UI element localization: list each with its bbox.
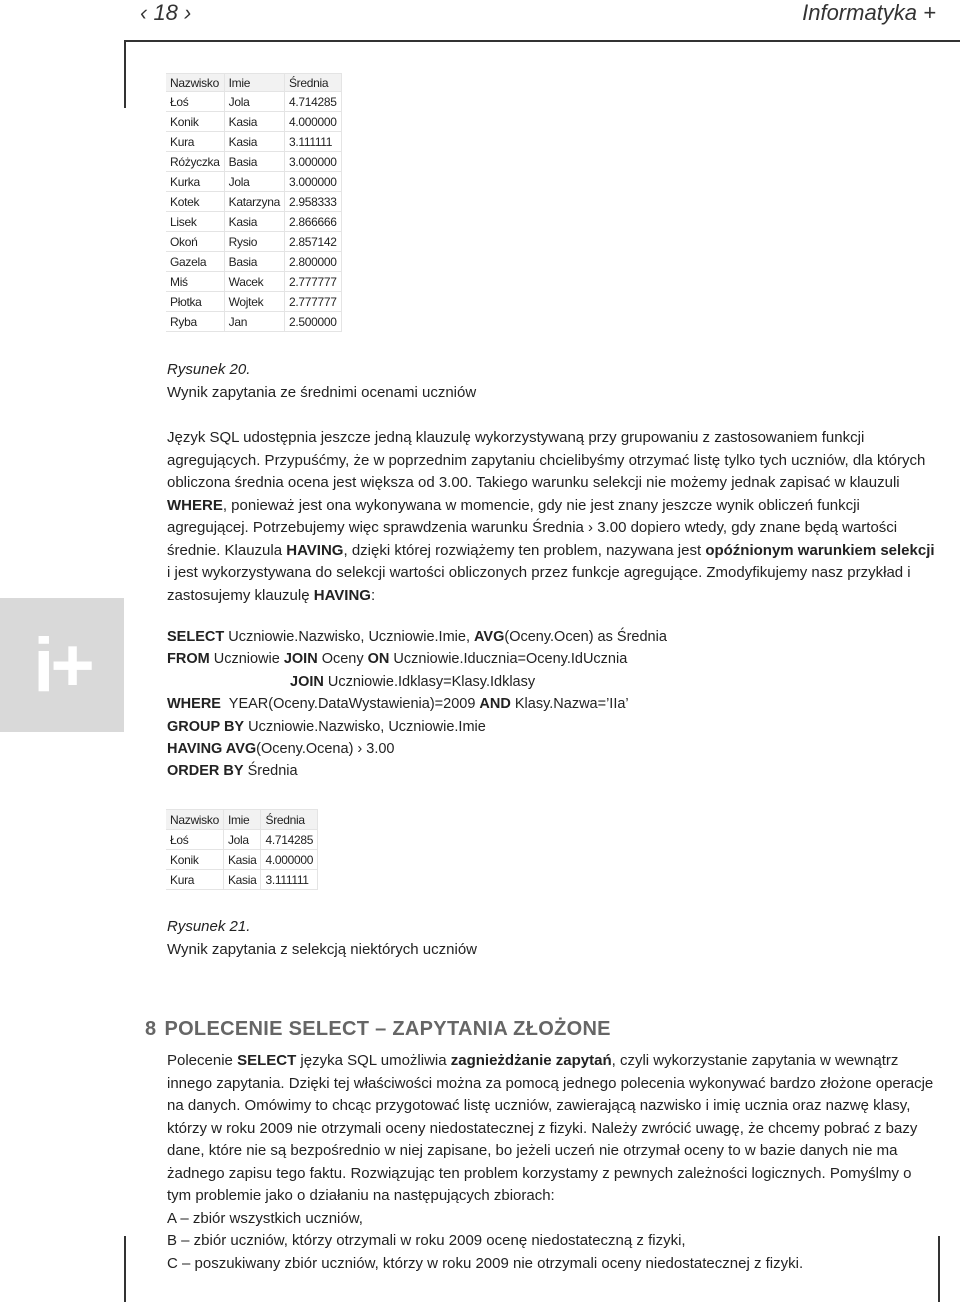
sql-line: ORDER BY Średnia bbox=[167, 763, 298, 780]
text-run: : bbox=[370, 586, 376, 604]
table-cell: Kasia bbox=[223, 870, 261, 890]
table-cell: Wojtek bbox=[224, 292, 284, 312]
table-cell: Kasia bbox=[224, 212, 284, 232]
result-grid-1 bbox=[166, 73, 342, 332]
table-cell: Jola bbox=[223, 830, 261, 850]
text-run: języka SQL umożliwia bbox=[296, 1052, 451, 1069]
table-cell: 4.714285 bbox=[261, 830, 318, 850]
table-row bbox=[166, 152, 341, 172]
keyword: HAVING bbox=[313, 586, 371, 604]
table-cell: 2.857142 bbox=[284, 232, 341, 252]
table-cell: 2.958333 bbox=[284, 192, 341, 212]
text-run: , czyli wykorzystanie zapytania w wewnątrz innego zapytania. Dzięki tej właściwości można za pomocą jednego polecenia wykonywać bardzo złożone operacje na danych. Omówimy to chcąc przygotować listę uczniów, zawierającą nazwisko i imię ucznia oraz nazwę klasy, którzy w roku 2009 nie otrzymali oceny niedostatecznej z fizyki. Należy zwrócić uwagę, że chcemy pobrać z bazy dane, które nie są bezpośrednio w niej zapisane, bo jeżeli uczeń nie otrzymał oceny to w bazie danych nie ma żadnego zapisu tego faktu. Rozwiązując ten problem korzystamy z pewnych zależności logicznych. Pomyślmy o tym problemie jako o działaniu na następujących zbiorach: bbox=[167, 1052, 934, 1204]
table-cell: 2.777777 bbox=[284, 292, 341, 312]
caption-text: Wynik zapytania z selekcją niektórych uczniów bbox=[167, 941, 477, 958]
section-name: Informatyka + bbox=[802, 0, 936, 25]
frame-line-left-bottom bbox=[124, 1236, 126, 1302]
caption-text: Wynik zapytania ze średnimi ocenami uczniów bbox=[167, 384, 477, 401]
caption-number: Rysunek 21. bbox=[167, 918, 251, 935]
paragraph-subqueries bbox=[167, 1050, 937, 1275]
text-run: , dzięki której rozwiążemy ten problem, nazywana jest bbox=[343, 541, 706, 559]
table-cell: 2.800000 bbox=[284, 252, 341, 272]
text-run: Polecenie bbox=[167, 1052, 238, 1069]
table-cell: Kura bbox=[166, 870, 223, 890]
figure-caption-21 bbox=[167, 915, 477, 961]
table-cell: Basia bbox=[224, 252, 284, 272]
table-cell: Jan bbox=[224, 312, 284, 332]
column-header: Imie bbox=[224, 74, 284, 92]
table-cell: Lisek bbox=[166, 212, 224, 232]
table-cell: Kurka bbox=[166, 172, 224, 192]
table-cell: Rysio bbox=[224, 232, 284, 252]
table-cell: Łoś bbox=[166, 830, 223, 850]
frame-line-left-top bbox=[124, 40, 126, 108]
table-cell: Konik bbox=[166, 850, 223, 870]
table-row bbox=[166, 272, 341, 292]
frame-line-right-bottom bbox=[938, 1236, 940, 1302]
sql-line: WHERE YEAR(Oceny.DataWystawienia)=2009 AND Klasy.Nazwa=’IIa’ bbox=[167, 696, 629, 713]
table-cell: 4.714285 bbox=[284, 92, 341, 112]
table-row bbox=[166, 830, 318, 850]
term-highlight: opóźnionym warunkiem selekcji bbox=[705, 541, 935, 559]
page-number: ‹ 18 › bbox=[140, 0, 192, 25]
table-cell: 3.111111 bbox=[284, 132, 341, 152]
figure-caption-20 bbox=[167, 358, 476, 404]
table-row bbox=[166, 312, 341, 332]
list-item: A – zbiór wszystkich uczniów, bbox=[167, 1209, 363, 1227]
table-row bbox=[166, 252, 341, 272]
table-row bbox=[166, 212, 341, 232]
section-title: POLECENIE SELECT – ZAPYTANIA ZŁOŻONE bbox=[164, 1018, 611, 1040]
table-cell: Różyczka bbox=[166, 152, 224, 172]
table-cell: 2.500000 bbox=[284, 312, 341, 332]
table-row bbox=[166, 192, 341, 212]
sql-line: HAVING AVG(Oceny.Ocena) › 3.00 bbox=[167, 741, 395, 758]
side-tab-label: i+ bbox=[33, 622, 91, 708]
table-cell: Okoń bbox=[166, 232, 224, 252]
column-header: Imie bbox=[223, 810, 261, 830]
table-cell: Łoś bbox=[166, 92, 224, 112]
table-row bbox=[166, 132, 341, 152]
table-cell: 3.000000 bbox=[284, 152, 341, 172]
table-cell: Gazela bbox=[166, 252, 224, 272]
table-row bbox=[166, 870, 318, 890]
table-cell: Płotka bbox=[166, 292, 224, 312]
table-cell: 4.000000 bbox=[284, 112, 341, 132]
grid-header-row bbox=[166, 74, 341, 92]
table-cell: 4.000000 bbox=[261, 850, 318, 870]
keyword: HAVING bbox=[286, 541, 344, 559]
keyword: WHERE bbox=[167, 496, 223, 514]
table-cell: Wacek bbox=[224, 272, 284, 292]
text-run: , ponieważ jest ona wykonywana w momencie, gdy nie jest znany jeszcze wynik obliczeń funkcji agregującej. Potrzebujemy więc sprawdzenia warunku Średnia › 3.00 dopiero wtedy, gdy znane będą wartości średnie. Klauzula bbox=[167, 496, 898, 559]
table-cell: Jola bbox=[224, 172, 284, 192]
sql-line: GROUP BY Uczniowie.Nazwisko, Uczniowie.Imie bbox=[167, 718, 486, 735]
table-row bbox=[166, 292, 341, 312]
table-cell: 2.777777 bbox=[284, 272, 341, 292]
table-cell: Kura bbox=[166, 132, 224, 152]
result-grid-2 bbox=[166, 809, 318, 890]
table-cell: Kasia bbox=[224, 132, 284, 152]
table-row bbox=[166, 112, 341, 132]
sql-line: FROM Uczniowie JOIN Oceny ON Uczniowie.Iducznia=Oceny.IdUcznia bbox=[167, 651, 628, 668]
grid-header-row bbox=[166, 810, 318, 830]
table-cell: Kasia bbox=[223, 850, 261, 870]
table-row bbox=[166, 850, 318, 870]
keyword: SELECT bbox=[237, 1052, 297, 1069]
list-item: B – zbiór uczniów, którzy otrzymali w roku 2009 ocenę niedostateczną z fizyki, bbox=[167, 1232, 686, 1249]
table-cell: 3.000000 bbox=[284, 172, 341, 192]
table-row bbox=[166, 92, 341, 112]
list-item: C – poszukiwany zbiór uczniów, którzy w roku 2009 nie otrzymali oceny niedostatecznej z fizyki. bbox=[167, 1254, 804, 1272]
table-cell: Kasia bbox=[224, 112, 284, 132]
table-cell: Miś bbox=[166, 272, 224, 292]
column-header: Nazwisko bbox=[166, 74, 224, 92]
table-cell: Basia bbox=[224, 152, 284, 172]
sql-code-block bbox=[167, 626, 667, 783]
section-number: 8 bbox=[145, 1018, 157, 1040]
column-header: Nazwisko bbox=[166, 810, 223, 830]
table-cell: Ryba bbox=[166, 312, 224, 332]
text-run: Język SQL udostępnia jeszcze jedną klauzulę wykorzystywaną przy grupowaniu z zastosowaniem funkcji agregujących. Przypuśćmy, że w poprzednim zapytaniu chcielibyśmy otrzymać listę tylko tych uczniów, dla których obliczona średnia ocena jest większa od 3.00. Takiego warunku selekcji nie możemy jednak zapisać w klauzuli bbox=[167, 429, 926, 491]
frame-line-top bbox=[124, 40, 960, 42]
term-highlight: zagnieżdżanie zapytań bbox=[450, 1052, 612, 1069]
column-header: Średnia bbox=[284, 74, 341, 92]
sql-line: SELECT Uczniowie.Nazwisko, Uczniowie.Imie, AVG(Oceny.Ocen) as Średnia bbox=[167, 629, 667, 645]
table-cell: 3.111111 bbox=[261, 870, 318, 890]
table-cell: 2.866666 bbox=[284, 212, 341, 232]
section-heading bbox=[145, 1018, 611, 1041]
paragraph-having bbox=[167, 427, 937, 607]
table-row bbox=[166, 172, 341, 192]
sql-line: JOIN Uczniowie.Idklasy=Klasy.Idklasy bbox=[290, 673, 536, 690]
page-header bbox=[0, 0, 960, 40]
caption-number: Rysunek 20. bbox=[167, 361, 251, 378]
side-tab-logo bbox=[0, 598, 124, 732]
table-row bbox=[166, 232, 341, 252]
table-cell: Jola bbox=[224, 92, 284, 112]
table-cell: Kotek bbox=[166, 192, 224, 212]
table-cell: Konik bbox=[166, 112, 224, 132]
text-run: i jest wykorzystywana do selekcji wartości obliczonych przez funkcje agregujące. Zmodyfikujemy nasz przykład i zastosujemy klauzulę bbox=[167, 564, 911, 604]
table-cell: Katarzyna bbox=[224, 192, 284, 212]
column-header: Średnia bbox=[261, 810, 318, 830]
